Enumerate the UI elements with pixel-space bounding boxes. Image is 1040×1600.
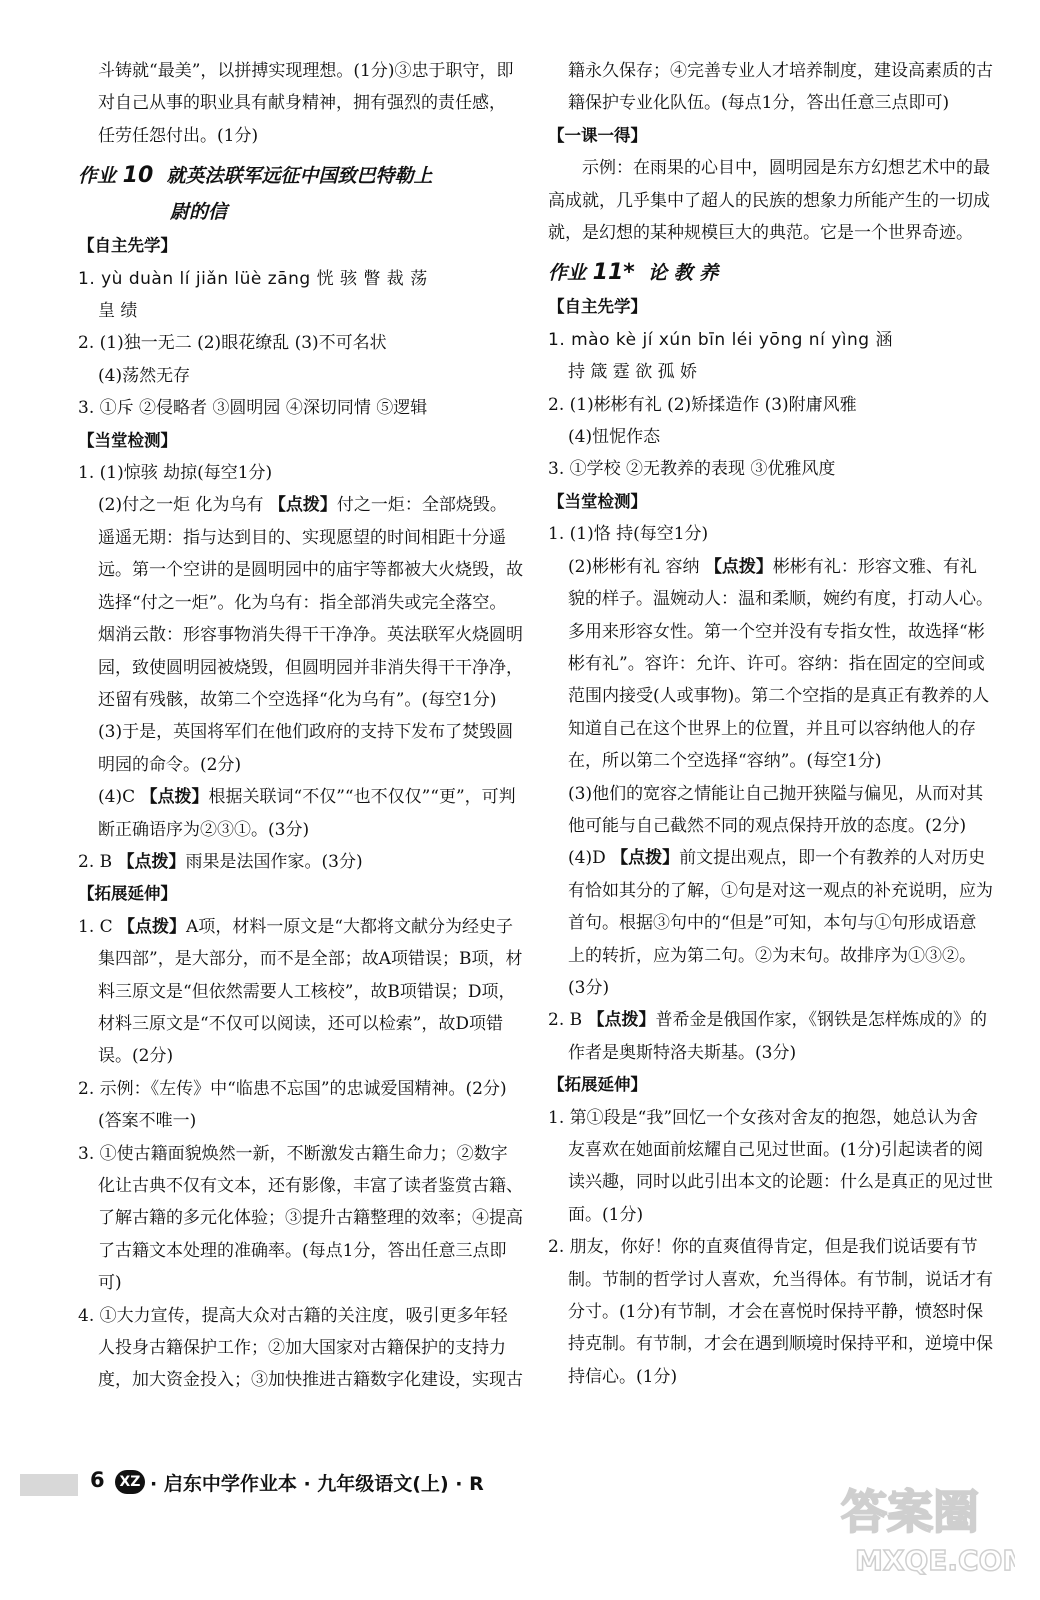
tip-label: 【点拨】 [117,851,186,872]
homework-label: 作业 [548,262,587,285]
footer-decor-bar [20,1474,78,1496]
tip-label: 【点拨】 [140,787,209,808]
intro-text: 籍永久保存；④完善专业人才培养制度，建设高素质的古籍保护专业化队伍。(每点1分，答出任意三点即可) [568,61,993,114]
tip-label: 【点拨】 [587,1010,656,1031]
answer-item: 2. (1)彬彬有礼 (2)矫揉造作 (3)附庸风雅 [548,394,857,415]
answer-item: (4)D 【点拨】前文提出观点，即一个有教养的人对历史有恰如其分的了解，①句是对这一观点的补充说明，应为首句。根据③句中的“但是”可知，本句与①句形成语意上的转折，应为第二句。②为末句。故排序为①③②。(3分) [568,848,993,998]
section-dangtang: 【当堂检测】 [78,430,177,450]
answer-item: 1. C 【点拨】A项，材料一原文是“大都将文献分为经史子集四部”，是大部分，而不是全部；故A项错误；B项，材料三原文是“但依然需要人工核校”，故B项错误；D项，材料三原文是“不仅可以阅读，还可以检索”，故D项错误。(2分) [78,916,523,1067]
homework-label: 作业 [78,165,117,188]
answer-item: (4)忸怩作态 [568,427,661,448]
answer-item: 1. (1)惊骇 劫掠(每空1分) [78,463,273,484]
answer-item: 4. ①大力宣传，提高大众对古籍的关注度，吸引更多年轻人投身古籍保护工作；②加大国家对古籍保护的支持力度，加大资金投入；③加快推进古籍数字化建设，实现古 [78,1305,523,1391]
page-number: 6 [90,1468,105,1492]
yike-text: 示例：在雨果的心目中，圆明园是东方幻想艺术中的最高成就，几乎集中了超人的民族的想象力所能产生的一切成就，是幻想的某种规模巨大的典范。它是一个世界奇迹。 [548,158,990,244]
answer-item: 2. 朋友，你好！你的直爽值得肯定，但是我们说话要有节制。节制的哲学讨人喜欢，允当得体。有节制，说话才有分寸。(1分)有节制，才会在喜悦时保持平静，愤怒时保持克制。有节制，才会在遇到顺境时保持平和，逆境中保持信心。(1分) [548,1237,993,1387]
answer-item: (4)荡然无存 [98,365,191,386]
answer-item: (4)C 【点拨】根据关联词“不仅”“也不仅仅”“更”，可判断正确语序为②③①。(3分) [98,787,516,840]
left-column [78,55,523,1397]
answer-item: (3)他们的宽容之情能让自己抛开狭隘与偏见，从而对其他可能与自己截然不同的观点保持开放的态度。(2分) [568,783,984,836]
answer-item: 1. 第①段是“我”回忆一个女孩对舍友的抱怨，她总认为舍友喜欢在她面前炫耀自己见过世面。(1分)引起读者的阅读兴趣，同时以此引出本文的论题：什么是真正的见过世面。(1分) [548,1107,993,1225]
watermark-text: 答案圈 [841,1485,979,1539]
homework-title: 就英法联军远征中国致巴特勒上 [166,165,433,188]
tip-label: 【点拨】 [704,556,773,577]
answer-item: (3)于是，英国将军们在他们政府的支持下发布了焚毁圆明园的命令。(2分) [98,722,514,775]
homework-title-cont: 尉的信 [170,201,228,224]
tip-label: 【点拨】 [118,916,187,937]
section-zizhu: 【自主先学】 [78,236,177,256]
answer-item: 3. ①使古籍面貌焕然一新，不断激发古籍生命力；②数字化让古典不仅有文本，还有影像，丰富了读者鉴赏古籍、了解古籍的多元化体验；③提升古籍整理的效率；④提高了古籍文本处理的准确率。(每点1分，答出任意三点即可) [78,1143,523,1294]
book-title: · 启东中学作业本 · 九年级语文(上) · R [150,1473,484,1495]
watermark-logo [835,1470,1015,1580]
section-tuozhan: 【拓展延伸】 [548,1075,647,1095]
homework-number: 10 [122,163,154,189]
watermark-url: MXQE.COM [855,1544,1015,1577]
homework-10-heading [78,158,523,194]
answer-item: (2)彬彬有礼 容纳 【点拨】彬彬有礼：形容文雅、有礼貌的样子。温婉动人：温和柔顺，婉约有度，打动人心。多用来形容女性。第一个空并没有专指女性，故选择“彬彬有礼”。容许：允许、许可。容纳：指在固定的空间或范围内接受(人或事物)。第二个空指的是真正有教养的人知道自己在这个世界上的位置，并且可以容纳他人的存在，所以第二个空选择“容纳”。(每空1分) [568,556,993,772]
intro-line: 任劳任怨付出。(1分) [98,125,259,146]
answer-item: (2)付之一炬 化为乌有 【点拨】付之一炬：全部烧毁。遥遥无期：指与达到目的、实现愿望的时间相距十分遥远。第一个空讲的是圆明园中的庙宇等都被大火烧毁，故选择“付之一炬”。化为乌有：指全部消失或完全落空。烟消云散：形容事物消失得干干净净。英法联军火烧圆明园，致使圆明园被烧毁，但圆明园并非消失得干干净净，还留有残骸，故第二个空选择“化为乌有”。(每空1分) [98,495,523,710]
answer-item: 2. (1)独一无二 (2)眼花缭乱 (3)不可名状 [78,333,387,354]
section-zizhu: 【自主先学】 [548,297,647,317]
answer-item: 1. (1)恪 持(每空1分) [548,524,709,545]
homework-number: 11* [592,260,635,286]
intro-line: 对自己从事的职业具有献身精神，拥有强烈的责任感， [98,93,506,114]
section-tuozhan: 【拓展延伸】 [78,884,177,904]
answer-item: 2. 示例：《左传》中“临患不忘国”的忠诚爱国精神。(2分)(答案不唯一) [78,1078,507,1132]
xz-badge-icon: XZ [115,1470,145,1494]
answer-item: 3. ①斥 ②侵略者 ③圆明园 ④深切同情 ⑤逻辑 [78,398,428,419]
watermark-logo-icon [835,1470,1015,1580]
section-dangtang: 【当堂检测】 [548,491,647,511]
tip-label: 【点拨】 [611,848,680,869]
answer-item: 皇 绩 [98,301,138,322]
homework-title: 论 教 养 [648,262,719,285]
right-column [548,55,993,1393]
answer-item: 2. B 【点拨】雨果是法国作家。(3分) [78,851,363,872]
answer-item: 2. B 【点拨】普希金是俄国作家，《钢铁是怎样炼成的》的作者是奥斯特洛夫斯基。(3分) [548,1010,988,1063]
answer-item: 1. mào kè jí xún bīn léi yōng ní yìng 涵 [548,329,893,350]
homework-11-heading [548,255,993,291]
tip-label: 【点拨】 [268,495,337,516]
answer-item: 持 箴 霆 欲 孤 娇 [568,362,698,383]
answer-item: 3. ①学校 ②无教养的表现 ③优雅风度 [548,459,836,480]
intro-line: 斗铸就“最美”，以拼搏实现理想。(1分)③忠于职守，即 [98,61,514,81]
section-yike: 【一课一得】 [548,125,647,145]
answer-item: 1. yù duàn lí jiǎn lüè zāng 恍 骇 瞥 裁 荡 [78,268,428,289]
